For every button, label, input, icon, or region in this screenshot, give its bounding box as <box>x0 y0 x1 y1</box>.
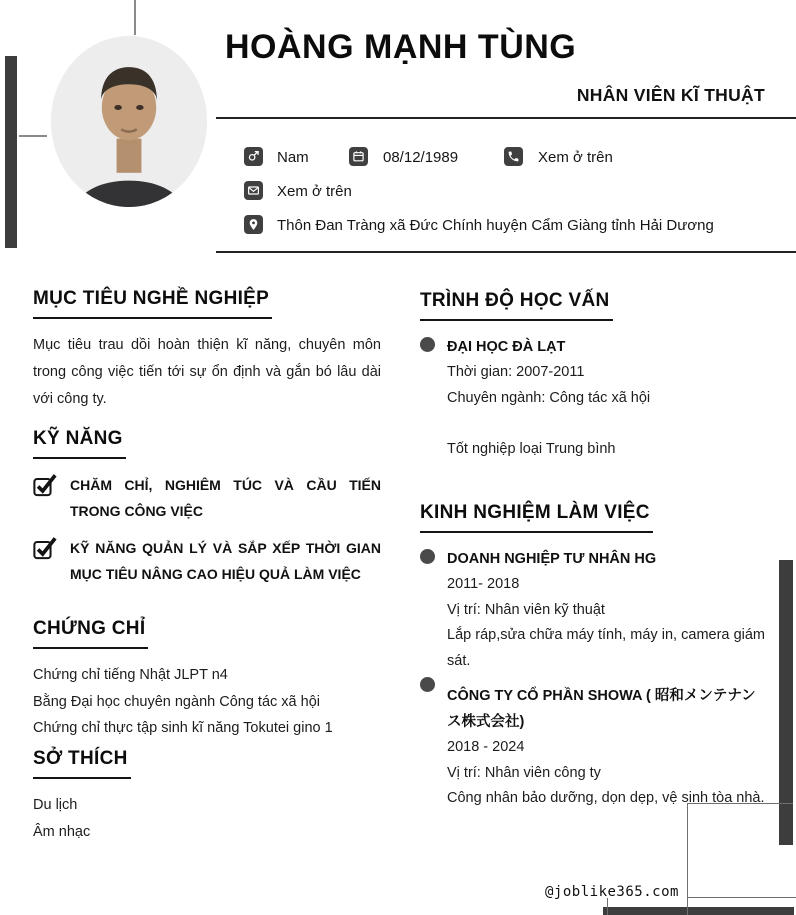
experience-description: Công nhân bảo dưỡng, dọn dẹp, vệ sinh tòa nhà. <box>447 790 765 806</box>
left-decor-line <box>19 135 47 137</box>
bottom-accent-bar <box>603 907 794 915</box>
bullet-icon <box>420 677 435 692</box>
experience-position: Vị trí: Nhân viên kỹ thuật <box>447 601 605 618</box>
hobby-item: Âm nhạc <box>33 823 91 840</box>
contact-row-2 <box>244 181 764 201</box>
experience-description: Lắp ráp,sửa chữa máy tính, máy in, camera giám sát. <box>447 627 765 669</box>
section-objective-title: MỤC TIÊU NGHỀ NGHIỆP <box>33 288 272 319</box>
experience-company: CÔNG TY CỔ PHẦN SHOWA ( 昭和メンテナンス株式会社) <box>447 688 756 730</box>
certificate-item: Chứng chỉ thực tập sinh kĩ năng Tokutei gino 1 <box>33 720 333 736</box>
skill-item <box>33 472 381 524</box>
spacer <box>447 411 765 437</box>
education-time: Thời gian: 2007-2011 <box>447 364 585 380</box>
bullet-icon <box>420 337 435 352</box>
experience-entry <box>420 683 765 812</box>
top-decor-line <box>134 0 136 35</box>
contact-row-3 <box>244 215 784 235</box>
candidate-name: HOÀNG MẠNH TÙNG <box>225 28 577 66</box>
person-avatar-icon <box>51 36 207 207</box>
certificate-item: Chứng chỉ tiếng Nhật JLPT n4 <box>33 667 228 683</box>
section-hobbies <box>33 748 381 845</box>
job-title: NHÂN VIÊN KĨ THUẬT <box>576 85 765 105</box>
address-value: Thôn Đan Tràng xã Đức Chính huyện Cẩm Giàng tỉnh Hải Dương <box>277 217 714 234</box>
bullet-icon <box>420 549 435 564</box>
header-divider-bottom <box>216 251 796 253</box>
email-value: Xem ở trên <box>277 183 352 200</box>
section-education-title: TRÌNH ĐỘ HỌC VẤN <box>420 290 613 321</box>
header-divider-top <box>216 117 796 119</box>
hobby-item: Du lịch <box>33 797 78 813</box>
experience-position: Vị trí: Nhân viên công ty <box>447 764 601 781</box>
left-accent-bar <box>5 56 17 248</box>
profile-photo <box>51 36 207 207</box>
certificate-item: Bằng Đại học chuyên ngành Công tác xã hội <box>33 693 320 710</box>
checkbox-checked-icon <box>33 473 57 497</box>
watermark-text: @joblike365.com <box>545 884 679 900</box>
education-major: Chuyên ngành: Công tác xã hội <box>447 389 651 406</box>
section-education <box>420 290 765 472</box>
section-skills <box>33 428 381 598</box>
location-icon <box>244 215 263 234</box>
experience-time: 2018 - 2024 <box>447 739 525 755</box>
birthday-icon <box>349 147 368 166</box>
experience-time: 2011- 2018 <box>447 576 520 592</box>
corner-decor-line-v2 <box>607 898 608 915</box>
contact-row-1 <box>244 147 764 167</box>
section-objective <box>33 288 381 413</box>
checkbox-checked-icon <box>33 536 57 560</box>
section-experience <box>420 502 765 821</box>
gender-value: Nam <box>277 149 309 166</box>
gender-icon <box>244 147 263 166</box>
section-skills-title: KỸ NĂNG <box>33 428 126 459</box>
phone-icon <box>504 147 523 166</box>
birthday-value: 08/12/1989 <box>383 149 459 166</box>
section-experience-title: KINH NGHIỆM LÀM VIỆC <box>420 502 653 533</box>
corner-decor-line-h2 <box>688 897 796 898</box>
skill-text: CHĂM CHỈ, NGHIÊM TÚC VÀ CẦU TIẾN TRONG CÔNG VIỆC <box>70 477 381 519</box>
objective-text: Mục tiêu trau dồi hoàn thiện kĩ năng, chuyên môn trong công việc tiến tới sự ổn định và gắn bó lâu dài với công ty. <box>33 337 381 407</box>
education-entry <box>420 334 765 463</box>
experience-entry <box>420 546 765 674</box>
phone-value: Xem ở trên <box>538 149 613 166</box>
skill-item <box>33 535 381 587</box>
skill-text: KỸ NĂNG QUẢN LÝ VÀ SẮP XẾP THỜI GIAN MỤC TIÊU NÂNG CAO HIỆU QUẢ LÀM VIỆC <box>70 540 381 582</box>
education-school: ĐẠI HỌC ĐÀ LẠT <box>447 339 566 355</box>
section-hobbies-title: SỞ THÍCH <box>33 748 131 779</box>
section-certificates-title: CHỨNG CHỈ <box>33 618 148 649</box>
experience-company: DOANH NGHIỆP TƯ NHÂN HG <box>447 551 657 567</box>
email-icon <box>244 181 263 200</box>
education-result: Tốt nghiệp loại Trung bình <box>447 441 616 457</box>
section-certificates <box>33 618 381 742</box>
